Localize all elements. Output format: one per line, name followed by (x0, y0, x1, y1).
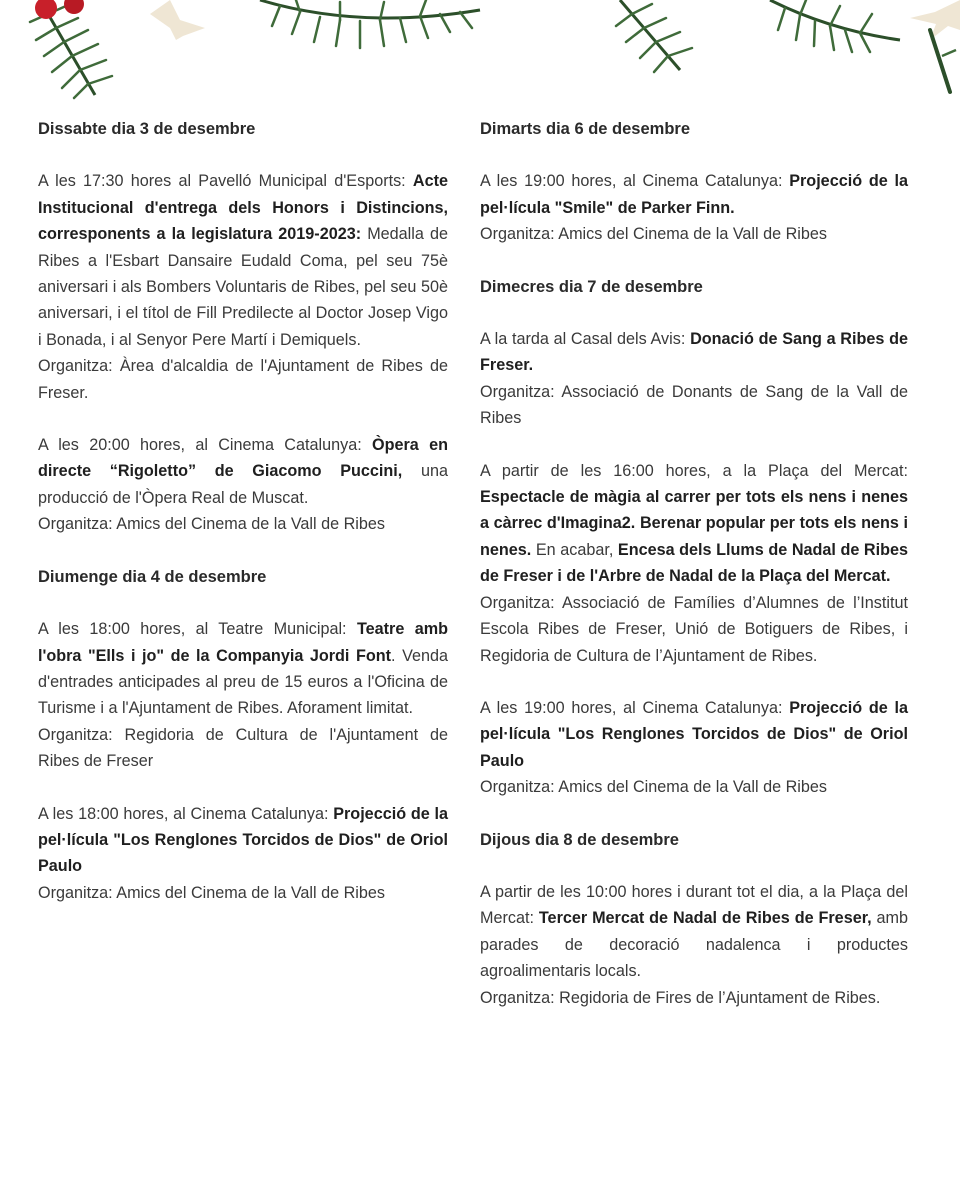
event-intro: A les 18:00 hores, al Cinema Catalunya: (38, 804, 334, 823)
day-title: Dissabte dia 3 de desembre (38, 120, 256, 138)
event-description (480, 168, 908, 221)
event-intro: A les 19:00 hores, al Cinema Catalunya: (480, 698, 790, 717)
event-description (38, 168, 448, 353)
event-description (480, 695, 908, 774)
star-icon (910, 0, 960, 40)
event-organizer: Organitza: Associació de Famílies d’Alumnes de l’Institut Escola Ribes de Freser, Unió de Botiguers de Ribes, i Regidoria de Cultura de l’Ajuntament de Ribes. (480, 593, 908, 665)
event (38, 801, 448, 907)
event-title: Tercer Mercat de Nadal de Ribes de Freser, (538, 909, 872, 928)
event (480, 458, 908, 669)
event-intro: A les 17:30 hores al Pavelló Municipal d'Esports: (38, 172, 413, 191)
event-title: Projecció de la pel·lícula "Los Renglones Torcidos de Dios" de Oriol Paulo (38, 804, 448, 876)
event (38, 168, 448, 406)
event-title: Donació de Sang a Ribes de Freser. (480, 330, 908, 375)
event (38, 432, 448, 538)
christmas-decoration (0, 0, 960, 100)
pine-branch-icon (770, 0, 900, 52)
event-description (480, 458, 908, 590)
event-organizer: Organitza: Amics del Cinema de la Vall de Ribes (38, 515, 385, 534)
pine-branch-icon (930, 30, 956, 92)
event (38, 616, 448, 774)
event-description (38, 616, 448, 722)
event-details: Medalla de Ribes a l'Esbart Dansaire Eudald Coma, pel seu 75è aniversari i als Bombers Voluntaris de Ribes, pel seu 50è aniversari, i el títol de Fill Predilecte al Doctor Josep Vigo i Bonada, i al Senyor Pere Martí i Demiquels. (38, 225, 448, 349)
star-icon (150, 0, 205, 40)
decoration-svg (0, 0, 960, 100)
event-title-secondary: Encesa dels Llums de Nadal de Ribes de Freser i de l'Arbre de Nadal de la Plaça del Mercat. (480, 540, 909, 586)
event-description (480, 326, 908, 379)
event (480, 695, 908, 801)
pine-branch-icon (260, 0, 480, 48)
day-title: Dijous dia 8 de desembre (480, 830, 679, 849)
event-description (38, 801, 448, 880)
event-title: Projecció de la pel·lícula "Smile" de Parker Finn. (480, 172, 908, 217)
event-details: . Venda d'entrades anticipades al preu de 15 euros a l'Oficina de Turisme i a l'Ajuntament de Ribes. Aforament limitat. (38, 646, 448, 718)
event-details: una producció de l'Òpera Real de Muscat. (38, 462, 448, 507)
pine-branch-icon (616, 0, 692, 72)
event-organizer: Organitza: Regidoria de Fires de l’Ajuntament de Ribes. (480, 988, 881, 1007)
event-details: amb parades de decoració nadalenca i productes agroalimentaris locals. (480, 909, 909, 981)
event-title: Acte Institucional d'entrega dels Honors i Distincions, corresponents a la legislatura 2019-2023: (38, 172, 448, 244)
event-title: Projecció de la pel·lícula "Los Renglones Torcidos de Dios" de Oriol Paulo (480, 698, 908, 770)
event-details: En acabar, (531, 540, 618, 559)
right-column (480, 116, 908, 1037)
event-title: Espectacle de màgia al carrer per tots els nens i nenes a càrrec d'Imagina2. Berenar popular per tots els nens i nenes. (480, 488, 908, 559)
event-organizer: Organitza: Amics del Cinema de la Vall de Ribes (480, 778, 827, 797)
event-description (480, 879, 908, 985)
event-organizer: Organitza: Àrea d'alcaldia de l'Ajuntament de Ribes de Freser. (38, 357, 448, 402)
event-organizer: Organitza: Amics del Cinema de la Vall de Ribes (38, 883, 385, 902)
event-organizer: Organitza: Amics del Cinema de la Vall de Ribes (480, 225, 827, 244)
day-title: Dimecres dia 7 de desembre (480, 277, 703, 296)
day-title: Dimarts dia 6 de desembre (480, 120, 691, 138)
event (480, 168, 908, 247)
event-intro: A la tarda al Casal dels Avis: (480, 330, 691, 349)
event-organizer: Organitza: Regidoria de Cultura de l'Ajuntament de Ribes de Freser (38, 725, 448, 771)
event-title: Òpera en directe “Rigoletto” de Giacomo Puccini, (38, 436, 448, 481)
left-column (38, 116, 448, 932)
event-description (38, 432, 448, 511)
event (480, 326, 908, 432)
event-intro: A partir de les 10:00 hores i durant tot el dia, a la Plaça del Mercat: (480, 882, 908, 928)
day-title: Diumenge dia 4 de desembre (38, 567, 267, 586)
event-title: Teatre amb l'obra "Ells i jo" de la Companyia Jordi Font (38, 620, 449, 665)
event (480, 879, 908, 1011)
event-intro: A les 18:00 hores, al Teatre Municipal: (38, 620, 357, 639)
event-intro: A partir de les 16:00 hores, a la Plaça del Mercat: (480, 461, 908, 480)
event-organizer: Organitza: Associació de Donants de Sang de la Vall de Ribes (480, 382, 908, 428)
event-intro: A les 19:00 hores, al Cinema Catalunya: (480, 172, 790, 191)
event-intro: A les 20:00 hores, al Cinema Catalunya: (38, 436, 373, 455)
